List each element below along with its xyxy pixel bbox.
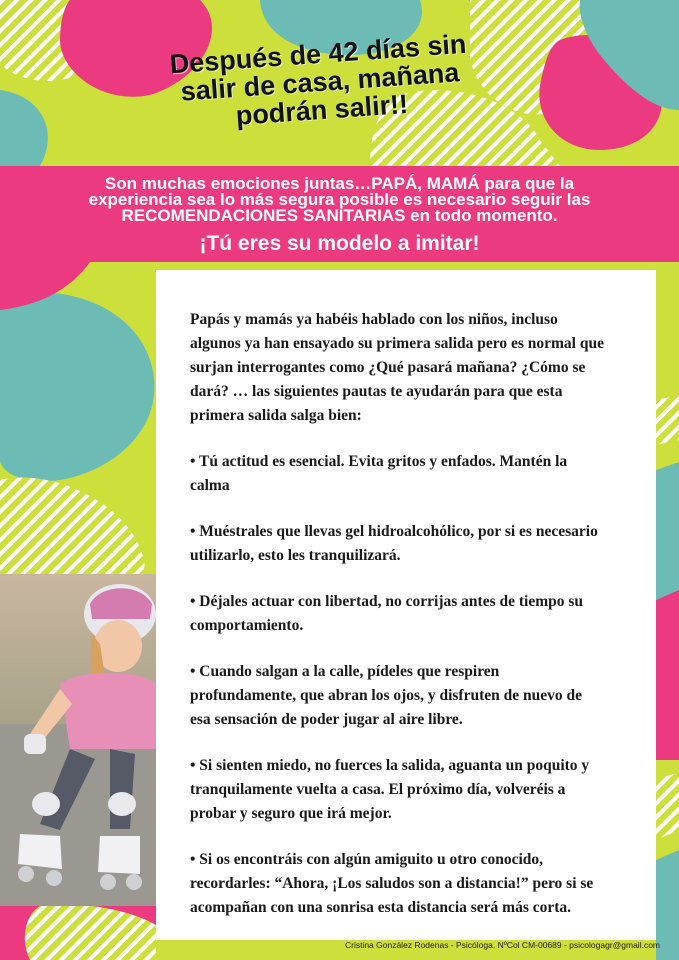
banner-text: Son muchas emociones juntas…PAPÁ, MAMÁ para que la experiencia sea lo más segura posible es necesario seguir las RECOMENDACIONES SANITARIAS en todo momento. (88, 174, 591, 225)
tip-item: • Cuando salgan a la calle, pídeles que respiren profundamente, que abran los ojos, y disfruten de nuevo de esa sensación de poder jugar al aire libre. (190, 663, 582, 728)
tip-item: • Tú actitud es esencial. Evita gritos y enfados. Mantén la calma (190, 453, 568, 494)
child-rollerskating-photo (0, 574, 156, 906)
photo-illustration (0, 574, 156, 906)
banner-highlight: ¡Tú eres su modelo a imitar! (199, 232, 480, 255)
tip-item: • Si os encontráis con algún amiguito u otro conocido, recordarles: “Ahora, ¡Los saludos son a distancia!” pero si se acompañan con una sonrisa esta distancia será más corta. (190, 851, 594, 916)
intro-paragraph: Papás y mamás ya habéis hablado con los niños, incluso algunos ya han ensayado su primera salida pero es normal que surjan interrogantes como ¿Qué pasará mañana? ¿Cómo se dará? … las siguientes pautas te ayudarán para que esta primera salida salga bien: (190, 311, 604, 424)
tip-item: • Si sienten miedo, no fuerces la salida, aguanta un poquito y tranquilamente vuelta a casa. El próximo día, volveréis a probar y seguro que irá mejor. (190, 757, 590, 822)
content-text (190, 308, 642, 942)
footer-credit: Cristina González Rodenas - Psicóloga. NºCol CM-00689 - psicologagr@gmail.com (344, 940, 660, 950)
tip-item: • Déjales actuar con libertad, no corrijas antes de tiempo su comportamiento. (190, 593, 584, 634)
tip-item: • Muéstrales que llevas gel hidroalcohólico, por si es necesario utilizarlo, esto les tranquilizará. (190, 523, 598, 564)
headline-text: Después de 42 días sin salir de casa, mañana podrán salir!! (168, 28, 468, 131)
